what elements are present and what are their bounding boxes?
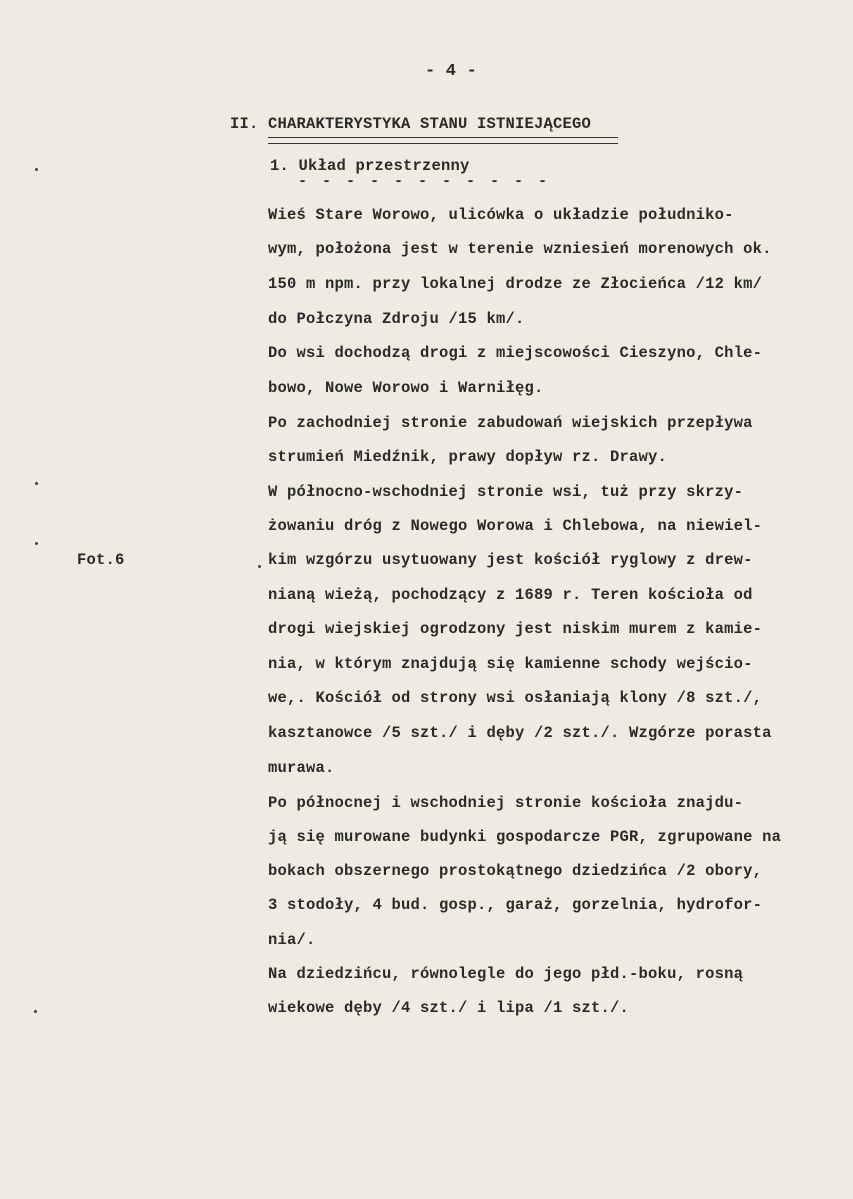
section-title-underline — [268, 137, 618, 144]
text-line: W północno-wschodniej stronie wsi, tuż przy skrzy- — [268, 483, 744, 501]
text-line: drogi wiejskiej ogrodzony jest niskim murem z kamie- — [268, 620, 763, 638]
text-line: kasztanowce /5 szt./ i dęby /2 szt./. Wzgórze porasta — [268, 724, 772, 742]
text-line: wiekowe dęby /4 szt./ i lipa /1 szt./. — [268, 999, 630, 1017]
text-line: Po zachodniej stronie zabudowań wiejskich przepływa — [268, 414, 753, 432]
text-line: wym, położona jest w terenie wzniesień morenowych ok. — [268, 240, 772, 258]
margin-dot — [35, 482, 38, 485]
text-line: nianą wieżą, pochodzący z 1689 r. Teren kościoła od — [268, 586, 753, 604]
text-line: bokach obszernego prostokątnego dziedzińca /2 obory, — [268, 862, 763, 880]
text-line: Wieś Stare Worowo, ulicówka o układzie południko- — [268, 206, 734, 224]
text-line: Na dziedzińcu, równolegle do jego płd.-boku, rosną — [268, 965, 744, 983]
section-title: II. CHARAKTERYSTYKA STANU ISTNIEJĄCEGO — [230, 115, 592, 133]
text-line: 150 m npm. przy lokalnej drodze ze Złocieńca /12 km/ — [268, 275, 763, 293]
margin-dot — [35, 542, 38, 545]
text-line: Do wsi dochodzą drogi z miejscowości Cieszyno, Chle- — [268, 344, 763, 362]
page-number: - 4 - — [425, 62, 478, 81]
text-line: 3 stodoły, 4 bud. gosp., garaż, gorzelnia, hydrofor- — [268, 896, 763, 914]
text-line: murawa. — [268, 759, 335, 777]
text-line: bowo, Nowe Worowo i Warniłęg. — [268, 379, 544, 397]
text-line: ją się murowane budynki gospodarcze PGR, zgrupowane na — [268, 828, 782, 846]
margin-note: Fot.6 — [77, 551, 125, 569]
subsection-title: 1. Układ przestrzenny — [270, 157, 470, 175]
margin-dot — [258, 565, 261, 568]
text-line: nia, w którym znajdują się kamienne schody wejścio- — [268, 655, 753, 673]
text-line: nia/. — [268, 931, 316, 949]
subsection-title-underline: - - - - - - - - - - - — [298, 173, 551, 190]
margin-dot — [34, 1010, 37, 1013]
margin-dot — [35, 168, 38, 171]
text-line: żowaniu dróg z Nowego Worowa i Chlebowa, na niewiel- — [268, 517, 763, 535]
text-line: strumień Miedźnik, prawy dopływ rz. Drawy. — [268, 448, 668, 466]
text-line: we,. Kościół od strony wsi osłaniają klony /8 szt./, — [268, 689, 763, 707]
text-line: Po północnej i wschodniej stronie kościoła znajdu- — [268, 794, 744, 812]
text-line: do Połczyna Zdroju /15 km/. — [268, 310, 525, 328]
text-line: kim wzgórzu usytuowany jest kościół ryglowy z drew- — [268, 551, 753, 569]
